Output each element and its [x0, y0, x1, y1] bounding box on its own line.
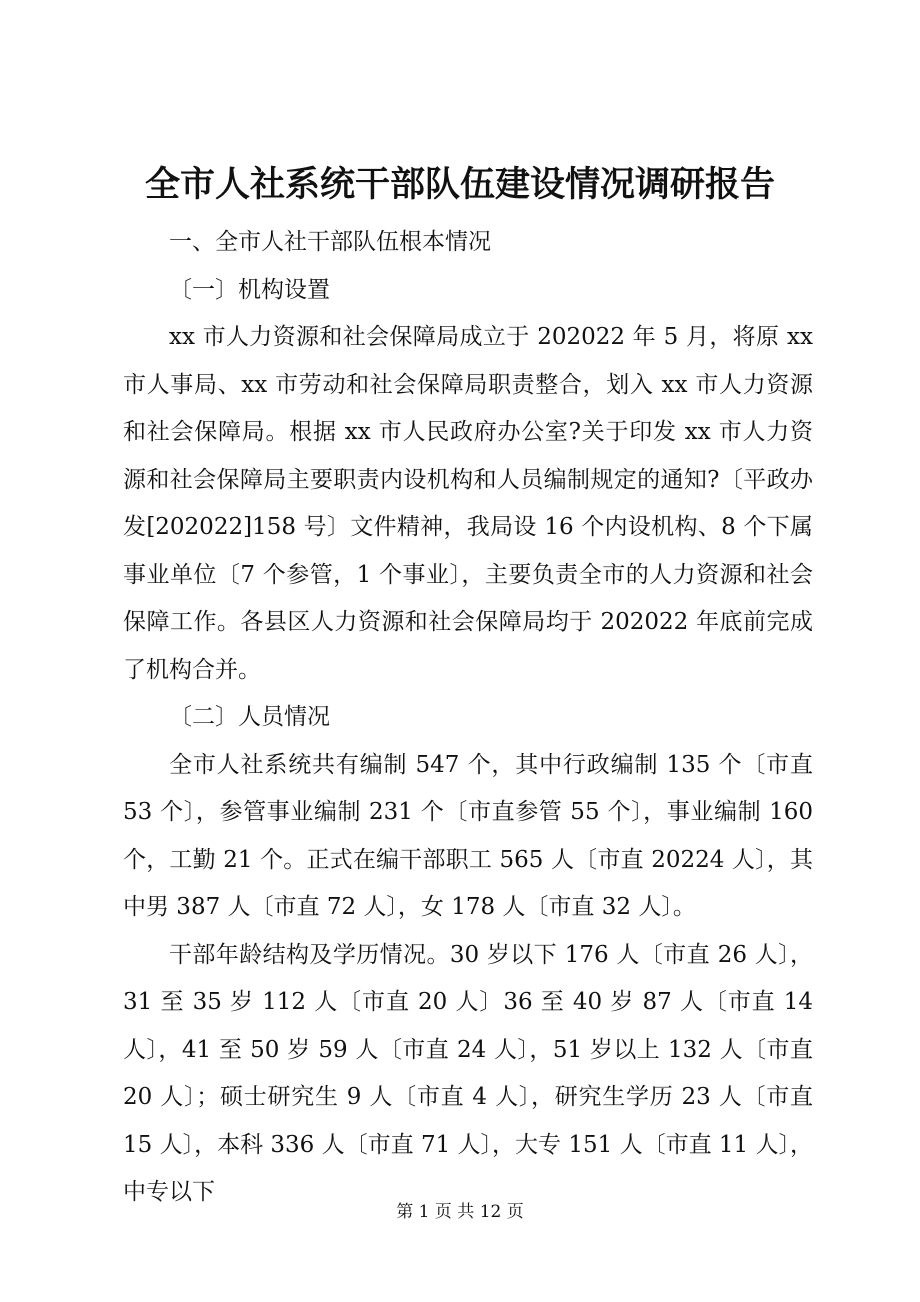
body-paragraph: 干部年龄结构及学历情况。30 岁以下 176 人〔市直 26 人〕，31 至 35 岁 112 人〔市直 20 人〕36 至 40 岁 87 人〔市直 14 人〕，41 至 50 岁 59 人〔市直 24 人〕，51 岁以上 132 人〔市直 20 人〕；硕士研究生 9 人〔市直 4 人〕，研究生学历 23 人〔市直 15 人〕，本科 336 人〔市直 71 人〕，大专 151 人〔市直 11 人〕，中专以下: [123, 941, 813, 1205]
body-paragraph: 全市人社系统共有编制 547 个，其中行政编制 135 个〔市直 53 个〕，参管事业编制 231 个〔市直参管 55 个〕，事业编制 160 个，工勤 21 个。正式在编干部职工 565 人〔市直 20224 人〕，其中男 387 人〔市直 72 人〕，女 178 人〔市直 32 人〕。: [123, 751, 813, 920]
document-title: 全市人社系统干部队伍建设情况调研报告: [144, 164, 775, 205]
document-body: [123, 219, 813, 1217]
subsection-heading: 〔一〕机构设置: [169, 276, 330, 303]
subsection-heading: 〔二〕人员情况: [169, 704, 330, 730]
section-heading: 一、全市人社干部队伍根本情况: [169, 229, 491, 255]
body-paragraph: xx 市人力资源和社会保障局成立于 202022 年 5 月，将原 xx 市人事局、xx 市劳动和社会保障局职责整合，划入 xx 市人力资源和社会保障局。根据 xx 市人民政府办公室?关于印发 xx 市人力资源和社会保障局主要职责内设机构和人员编制规定的通知?〔平政办发[202022]158 号〕文件精神，我局设 16 个内设机构、8 个下属事业单位〔7 个参管，1 个事业〕，主要负责全市的人力资源和社会保障工作。各县区人力资源和社会保障局均于 202022 年底前完成了机构合并。: [123, 324, 813, 683]
page-footer: 第 1 页 共 12 页: [396, 1202, 524, 1222]
